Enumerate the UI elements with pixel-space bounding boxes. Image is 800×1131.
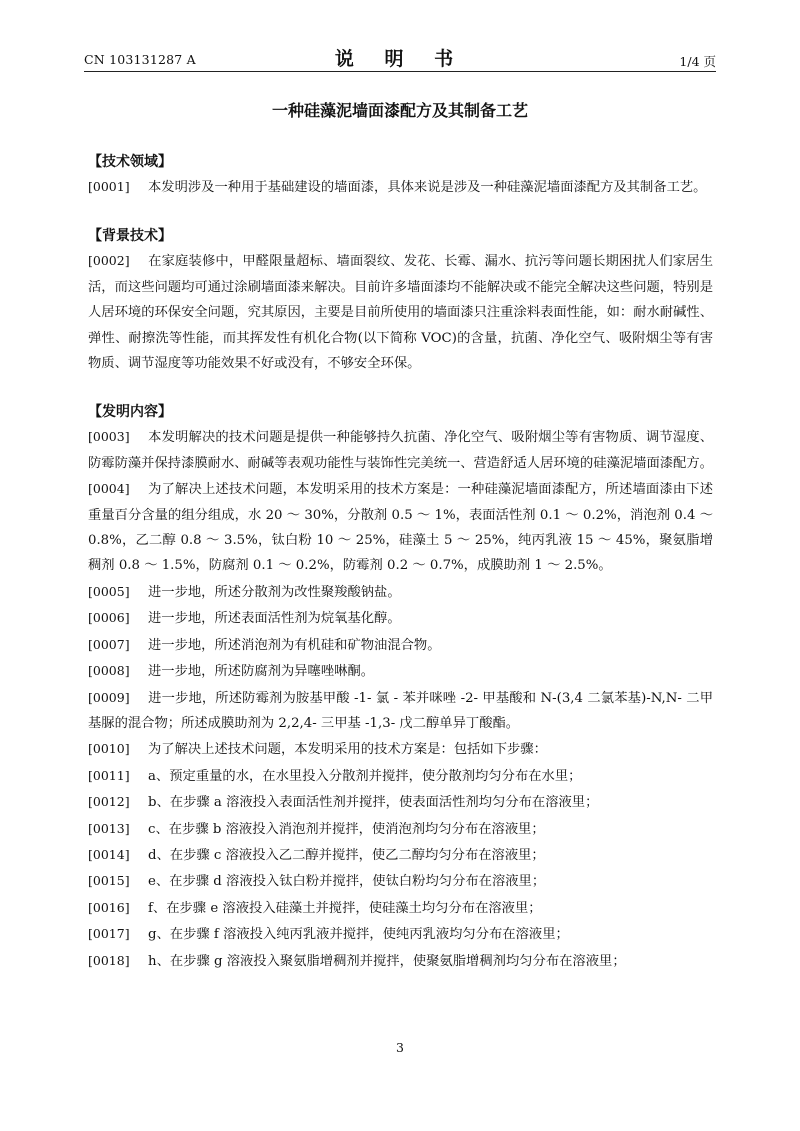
paragraph <box>88 842 713 868</box>
paragraph-number: [0002] <box>88 253 130 269</box>
paragraph <box>88 579 713 605</box>
section-heading-background: 【背景技术】 <box>88 228 172 245</box>
section-heading-invention: 【发明内容】 <box>88 404 172 421</box>
paragraph-text: 本发明涉及一种用于基础建设的墙面漆，具体来说是涉及一种硅藻泥墙面漆配方及其制备工艺。 <box>148 180 707 195</box>
paragraph <box>88 685 713 737</box>
paragraph-text: c、在步骤 b 溶液投入消泡剂并搅拌，使消泡剂均匀分布在溶液里； <box>148 821 545 837</box>
paragraph <box>88 868 713 894</box>
paragraph-number: [0012] <box>88 794 130 810</box>
paragraph-number: [0001] <box>88 179 130 194</box>
paragraph-number: [0007] <box>88 636 130 652</box>
paragraph-text: a、预定重量的水，在水里投入分散剂并搅拌，使分散剂均匀分布在水里； <box>148 768 582 784</box>
document-body <box>88 150 713 974</box>
page-indicator: 1/4 页 <box>679 54 716 69</box>
paragraph <box>88 605 713 631</box>
paragraph <box>88 763 713 789</box>
paragraph-text: g、在步骤 f 溶液投入纯丙乳液并搅拌，使纯丙乳液均匀分布在溶液里； <box>148 927 569 943</box>
page-number: 3 <box>396 1040 404 1055</box>
paragraph-text: h、在步骤 g 溶液投入聚氨脂增稠剂并搅拌，使聚氨脂增稠剂均匀分布在溶液里； <box>148 953 626 969</box>
paragraph <box>88 895 713 921</box>
paragraph-number: [0008] <box>88 663 130 679</box>
paragraph-number: [0004] <box>88 481 130 497</box>
paragraph-number: [0013] <box>88 820 130 836</box>
document-type: 说 明 书 <box>334 48 466 70</box>
paragraph-text: 为了解决上述技术问题，本发明采用的技术方案是：包括如下步骤： <box>148 742 547 758</box>
paragraph-number: [0015] <box>88 873 130 889</box>
paragraph <box>88 174 713 200</box>
paragraph-text: 为了解决上述技术问题，本发明采用的技术方案是：一种硅藻泥墙面漆配方，所述墙面漆由下述重量百分含量的组分组成，水 20 ～ 30%，分散剂 0.5 ～ 1%，表面活性剂 0.1 ～ 0.2%，消泡剂 0.4 ～ 0.8%，乙二醇 0.8 ～ 3.5%，钛白粉 10 ～ 25%，硅藻土 5 ～ 25%，纯丙乳液 15 ～ 45%，聚氨脂增稠剂 0.8 ～ 1.5%，防腐剂 0.1 ～ 0.2%，防霉剂 0.2 ～ 0.7%，成膜助剂 1 ～ 2.5%。 <box>88 482 713 574</box>
paragraph <box>88 921 713 947</box>
paragraph <box>88 816 713 842</box>
paragraph <box>88 424 713 476</box>
paragraph-number: [0006] <box>88 610 130 626</box>
header-divider <box>84 71 716 72</box>
paragraph <box>88 789 713 815</box>
paragraph-text: 进一步地，所述防霉剂为胺基甲酸 -1- 氯 - 苯并咪唑 -2- 甲基酸和 N-(3,4 二氯苯基)-N,N- 二甲基脲的混合物；所述成膜助剂为 2,2,4- 三甲基 -1,3- 戊二醇单异丁酸酯。 <box>88 690 713 731</box>
paragraph-number: [0005] <box>88 583 130 599</box>
paragraph-text: 进一步地，所述分散剂为改性聚羧酸钠盐。 <box>148 584 401 600</box>
paragraph <box>88 948 713 974</box>
paragraph <box>88 476 713 579</box>
section-heading-tech-field: 【技术领域】 <box>88 154 172 170</box>
paragraph-number: [0017] <box>88 926 130 942</box>
paragraph-text: b、在步骤 a 溶液投入表面活性剂并搅拌，使表面活性剂均匀分布在溶液里； <box>148 795 599 811</box>
paragraph <box>88 658 713 684</box>
paragraph-text: e、在步骤 d 溶液投入钛白粉并搅拌，使钛白粉均匀分布在溶液里； <box>148 874 546 890</box>
paragraph-number: [0010] <box>88 741 130 757</box>
paragraph <box>88 632 713 658</box>
paragraph-number: [0016] <box>88 899 130 915</box>
paragraph-number: [0003] <box>88 429 130 445</box>
page-header <box>84 44 716 74</box>
paragraph-number: [0009] <box>88 689 130 705</box>
paragraph-text: 在家庭装修中，甲醛限量超标、墙面裂纹、发花、长霉、漏水、抗污等问题长期困扰人们家居生活，而这些问题均可通过涂刷墙面漆来解决。目前许多墙面漆均不能解决或不能完全解决这些问题，特别是人居环境的环保安全问题，究其原因，主要是目前所使用的墙面漆只注重涂料表面性能，如：耐水耐碱性、弹性、耐擦洗等性能，而其挥发性有机化合物(以下简称 VOC)的含量，抗菌、净化空气、吸附烟尘等有害物质、调节湿度等功能效果不好或没有，不够安全环保。 <box>88 254 713 372</box>
paragraph-number: [0014] <box>88 846 130 862</box>
paragraph-text: d、在步骤 c 溶液投入乙二醇并搅拌，使乙二醇均匀分布在溶液里； <box>148 847 545 863</box>
paragraph-text: 进一步地，所述防腐剂为异噻唑啉酮。 <box>148 664 375 680</box>
paragraph-number: [0018] <box>88 952 130 968</box>
paragraph-text: 进一步地，所述表面活性剂为烷氧基化醇。 <box>148 611 401 627</box>
paragraph <box>88 248 713 376</box>
document-number: CN 103131287 A <box>84 52 196 67</box>
paragraph-number: [0011] <box>88 767 130 783</box>
paragraph-text: f、在步骤 e 溶液投入硅藻土并搅拌，使硅藻土均匀分布在溶液里； <box>148 900 542 916</box>
paragraph-text: 进一步地，所述消泡剂为有机硅和矿物油混合物。 <box>148 637 441 653</box>
paragraph-text: 本发明解决的技术问题是提供一种能够持久抗菌、净化空气、吸附烟尘等有害物质、调节湿度、防霉防藻并保持漆膜耐水、耐碱等表观功能性与装饰性完美统一、营造舒适人居环境的硅藻泥墙面漆配方。 <box>88 430 713 471</box>
paragraph <box>88 736 713 762</box>
document-title: 一种硅藻泥墙面漆配方及其制备工艺 <box>271 101 528 120</box>
